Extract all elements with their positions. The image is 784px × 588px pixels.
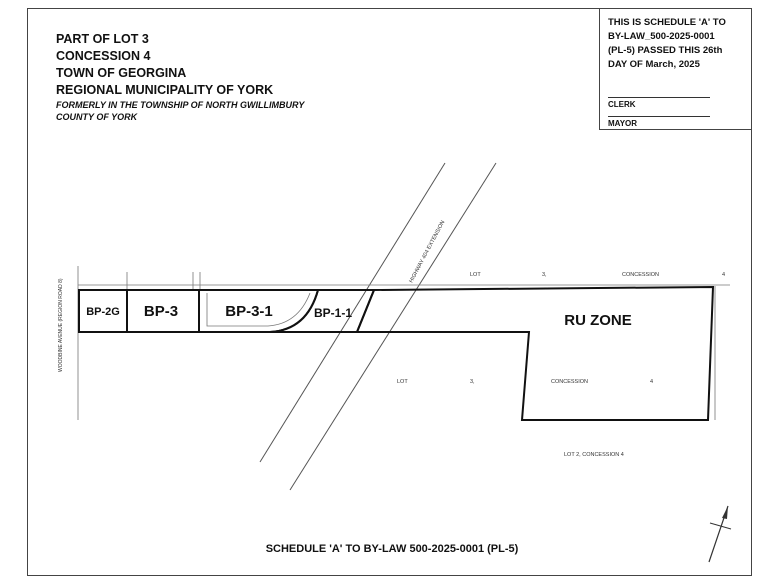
lot-number-north: 3,	[542, 272, 547, 278]
highway-label: HIGHWAY 404 EXTENSION	[408, 219, 447, 284]
info-line-1: THIS IS SCHEDULE 'A' TO	[608, 17, 726, 28]
zone-label-bp11: BP-1-1	[313, 306, 353, 320]
clerk-label: CLERK	[608, 100, 636, 109]
lot-label-south: LOT 2, CONCESSION 4	[564, 452, 624, 458]
concession-number-mid: 4	[650, 379, 654, 385]
zone-ru-parcel	[357, 287, 713, 420]
zone-label-ru: RU ZONE	[564, 312, 632, 329]
concession-label-north: CONCESSION	[622, 272, 659, 278]
subtitle-county: COUNTY OF YORK	[56, 112, 138, 122]
title-line-lot: PART OF LOT 3	[56, 32, 149, 46]
schedule-footer-title: SCHEDULE 'A' TO BY-LAW 500-2025-0001 (PL-5)	[265, 543, 519, 555]
concession-number-north: 4	[722, 272, 726, 278]
lot-label-north: LOT	[470, 272, 481, 278]
mayor-label: MAYOR	[608, 119, 638, 128]
title-line-concession: CONCESSION 4	[56, 49, 151, 63]
highway-edge-east	[290, 163, 496, 490]
concession-label-mid: CONCESSION	[551, 379, 588, 385]
title-line-town: TOWN OF GEORGINA	[56, 66, 187, 80]
zone-label-bp31: BP-3-1	[225, 303, 273, 320]
lot-number-mid: 3,	[470, 379, 475, 385]
road-label: WOODBINE AVENUE (REGION ROAD 8)	[58, 278, 64, 372]
lot-label-mid: LOT	[397, 379, 408, 385]
info-line-4: DAY OF March, 2025	[608, 59, 700, 70]
zone-label-bp2g: BP-2G	[86, 306, 120, 318]
highway-edge-west	[260, 163, 445, 462]
info-line-2: BY-LAW_500-2025-0001	[608, 31, 715, 42]
zone-label-bp3: BP-3	[143, 303, 179, 320]
info-line-3: (PL-5) PASSED THIS 26th	[608, 45, 723, 56]
subtitle-former-township: FORMERLY IN THE TOWNSHIP OF NORTH GWILLIMBURY	[56, 100, 305, 110]
title-line-region: REGIONAL MUNICIPALITY OF YORK	[56, 83, 274, 97]
